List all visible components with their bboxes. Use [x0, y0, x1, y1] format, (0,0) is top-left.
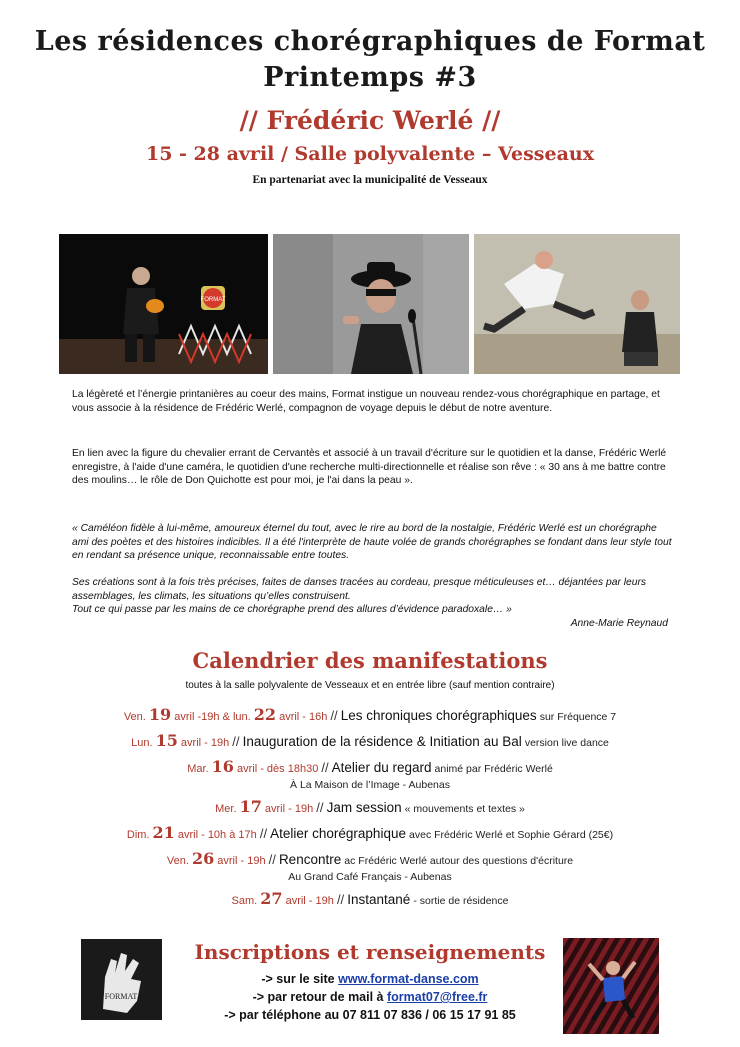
event-time-2: avril - 16h — [279, 711, 328, 723]
quote-paragraph-2: Ses créations sont à la fois très précises, faites de danses tracées au cordeau, presque méticuleuses et… déjantées par leurs assemblages, les climats, les situations qu’elles construisent. — [72, 577, 647, 602]
page-title-line1: Les résidences chorégraphiques de Format — [34, 26, 706, 57]
jumping-dancer-illustration — [474, 234, 680, 374]
event-extra: - sortie de résidence — [413, 895, 509, 907]
event-separator: // — [336, 892, 345, 907]
web-prefix: -> sur le site — [261, 972, 335, 986]
event-time: avril - 19h — [264, 803, 314, 815]
event-separator: // — [259, 826, 268, 841]
photo-stage-performer — [59, 234, 268, 374]
event-date-number: 16 — [211, 757, 234, 776]
event-extra: sur Fréquence 7 — [539, 711, 617, 723]
event-title: Rencontre — [278, 852, 342, 867]
event-day: Ven. — [123, 711, 146, 723]
calendar-event — [0, 798, 740, 818]
calendar-subtitle: toutes à la salle polyvalente de Vesseaux et en entrée libre (sauf mention contraire) — [185, 680, 555, 691]
event-time: avril - 19h — [180, 737, 230, 749]
event-date-number-2: 22 — [253, 705, 277, 724]
event-location: À La Maison de l’Image - Aubenas — [290, 779, 450, 791]
calendar-event — [0, 758, 740, 792]
event-day: Sam. — [231, 895, 258, 907]
calendar-event — [0, 890, 740, 910]
header — [0, 24, 740, 186]
event-day: Dim. — [126, 829, 150, 841]
event-separator: // — [330, 708, 338, 723]
logo-text: FORMAT — [104, 992, 138, 1001]
stage-scene-illustration — [59, 234, 268, 374]
event-title: Inauguration de la résidence & Initiation au Bal — [242, 734, 522, 749]
event-time: avril - 10h à 17h — [177, 829, 257, 841]
photo-masked-singer — [273, 234, 469, 374]
partnership-line: En partenariat avec la municipalité de Vesseaux — [252, 174, 488, 186]
mail-prefix: -> par retour de mail à — [252, 990, 384, 1004]
event-title: Jam session — [326, 800, 402, 815]
email-link[interactable]: format07@free.fr — [387, 990, 488, 1004]
inscriptions-title: Inscriptions et renseignements — [194, 940, 546, 964]
event-title: Atelier du regard — [331, 760, 432, 775]
calendar-event — [0, 824, 740, 844]
event-date-number: 19 — [148, 705, 172, 724]
event-separator: // — [268, 852, 276, 867]
event-day: Mer. — [215, 803, 237, 815]
quote-paragraph-3: Tout ce qui passe par les mains de ce chorégraphe prend des allures d’évidence paradoxale… » — [72, 604, 512, 615]
event-date-number: 21 — [152, 823, 175, 842]
website-link[interactable]: www.format-danse.com — [338, 972, 479, 986]
event-date-number: 26 — [191, 849, 215, 868]
inscription-mail-line — [150, 990, 590, 1004]
event-extra: ac Frédéric Werlé autour des questions d'écriture — [344, 855, 574, 867]
event-extra: animé par Frédéric Werlé — [434, 763, 553, 775]
event-time: avril - 19h — [217, 855, 266, 867]
calendar-event — [0, 850, 740, 884]
event-day: Ven. — [166, 855, 189, 867]
inscription-phone-line: -> par téléphone au 07 811 07 836 / 06 15 17 91 85 — [224, 1008, 516, 1022]
calendar-event — [0, 706, 740, 726]
dates-venue: 15 - 28 avril / Salle polyvalente – Vesseaux — [145, 143, 595, 165]
event-time: avril - dès 18h30 — [236, 763, 319, 775]
event-extra: version live dance — [524, 737, 609, 749]
intro-paragraph-1: La légèreté et l’énergie printanières au coeur des mains, Format instigue un nouveau rendez-vous chorégraphique en partage, et vous associe à la résidence de Frédéric Werlé, compagnon de voyage depuis le début de notre aventure. — [72, 389, 660, 414]
event-extra: « mouvements et textes » — [404, 803, 525, 815]
event-separator: // — [316, 800, 324, 815]
event-time: avril -19h & lun. — [174, 711, 251, 723]
page-title-line2: Printemps #3 — [263, 62, 477, 93]
event-time: avril - 19h — [285, 895, 334, 907]
artist-name: // Frédéric Werlé // — [239, 106, 501, 135]
intro-paragraph-2: En lien avec la figure du chevalier errant de Cervantès et associé à un travail d'écriture sur le quotidien et la danse, Frédéric Werlé enregistre, à l'aide d'une caméra, le quotidien d'une recherche multi-directionnelle et réalise son rêve : « 30 ans à me battre contre des moulins… le rôle de Don Quichotte est pour moi, je l'ai dans la peau ». — [72, 448, 667, 486]
photo-jumping-dancer — [474, 234, 680, 374]
calendar-list — [0, 706, 740, 916]
photo-strip — [59, 234, 680, 374]
event-title: Atelier chorégraphique — [270, 826, 406, 841]
calendar-event — [0, 732, 740, 752]
event-date-number: 27 — [260, 889, 283, 908]
event-day: Lun. — [131, 737, 153, 749]
event-date-number: 17 — [239, 797, 262, 816]
masked-singer-illustration — [273, 234, 469, 374]
sign-text: FORMAT — [200, 297, 226, 303]
event-title: Instantané — [347, 892, 411, 907]
calendar-title: Calendrier des manifestations — [192, 648, 548, 673]
event-date-number: 15 — [155, 731, 178, 750]
event-location: Au Grand Café Français - Aubenas — [288, 871, 452, 883]
inscription-web-line — [150, 972, 590, 986]
quote-author: Anne-Marie Reynaud — [570, 618, 668, 629]
event-extra: avec Frédéric Werlé et Sophie Gérard (25€) — [409, 829, 614, 841]
event-day: Mar. — [187, 763, 209, 775]
event-separator: // — [232, 734, 240, 749]
event-title: Les chroniques chorégraphiques — [340, 708, 537, 723]
quote-paragraph-1: « Caméléon fidèle à lui-même, amoureux éternel du tout, avec le rire au bord de la nostalgie, Frédéric Werlé est un chorégraphe ami des poètes et des histoires indicibles. Il a été l'interprète de haute volée de grands chorégraphes se fondant dans leur style tout en rendant sa présence unique, reconnaissable entre toutes. — [72, 523, 672, 561]
event-separator: // — [321, 760, 329, 775]
